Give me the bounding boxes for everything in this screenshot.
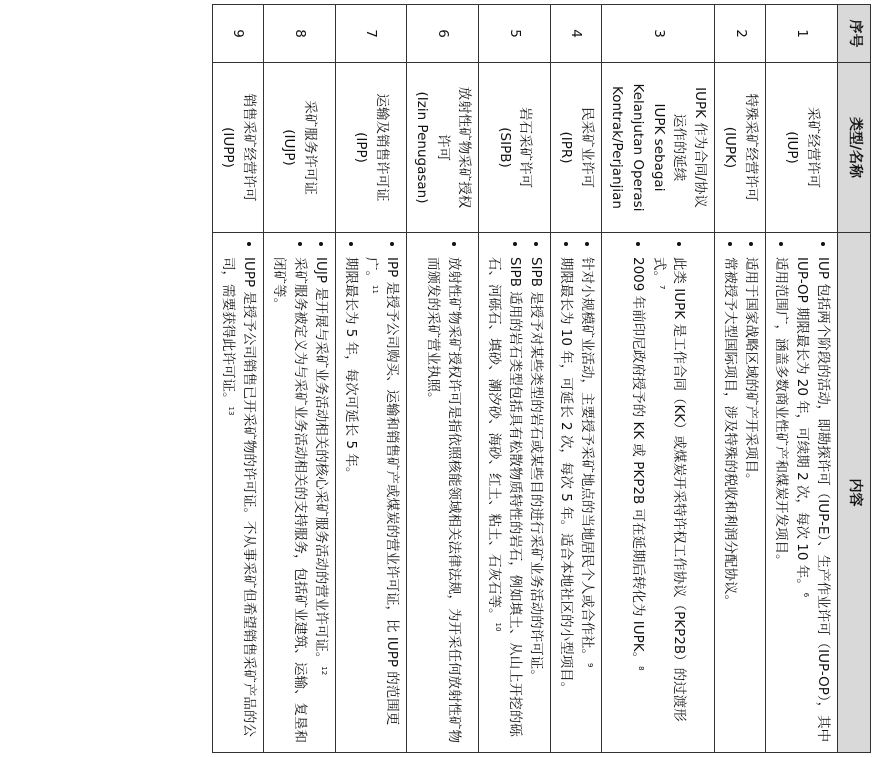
permit-type-line: 销售采矿经营许可 [240, 93, 257, 202]
footnote-ref: 7 [658, 285, 667, 290]
content-list [627, 239, 690, 744]
table-row [213, 5, 264, 753]
content-item [770, 257, 791, 744]
content-text: 放射性矿物采矿授权许可是指依照核能领域相关法律法规，为开采任何放射性矿物而颁发的采矿营业执照。 [424, 257, 462, 743]
permit-type [715, 63, 766, 233]
content-item [525, 257, 546, 744]
content-item [217, 257, 259, 744]
permit-type [335, 63, 407, 233]
permit-type-line: (IUJP) [281, 129, 298, 166]
content-item [422, 257, 464, 744]
permit-content [550, 233, 601, 753]
permit-type [766, 63, 838, 233]
content-item [340, 257, 361, 744]
row-number: 7 [335, 5, 407, 63]
footnote-ref: 13 [227, 406, 236, 416]
content-text: 适用范围广，涵盖多数商业性矿产和煤炭开发项目。 [773, 257, 790, 568]
footnote-ref: 12 [320, 666, 329, 676]
permit-content [766, 233, 838, 753]
permit-type-line: Kelanjutan Operasi [629, 83, 646, 212]
row-number: 2 [715, 5, 766, 63]
permit-content [335, 233, 407, 753]
table-row [601, 5, 715, 753]
permit-content [407, 233, 479, 753]
row-number: 5 [479, 5, 551, 63]
table-row [263, 5, 335, 753]
footnote-ref: 6 [801, 592, 810, 598]
permit-type-line: (IPR) [557, 131, 574, 164]
content-text: 此类 IUPK 是工作合同（KK）或煤炭开采特许权工作协议（PKP2B）的过渡形式。 [650, 257, 688, 722]
content-list [422, 239, 464, 744]
content-list [483, 239, 546, 744]
permit-type [601, 63, 715, 233]
content-list [555, 239, 597, 744]
content-item [648, 257, 690, 744]
permit-type-line: 放射性矿物采矿授权 [456, 86, 473, 209]
footnote-ref: 9 [586, 663, 595, 668]
permit-type [479, 63, 551, 233]
permit-type-line: 岩石采矿许可 [517, 107, 534, 188]
row-number: 1 [766, 5, 838, 63]
content-item [483, 257, 525, 744]
permit-type-line: 许可 [435, 134, 452, 161]
content-item [310, 257, 331, 744]
table-row [335, 5, 407, 753]
permit-type-line: IUPK 作为合同/协议 [692, 87, 709, 208]
content-item [740, 257, 761, 744]
header-type: 类型/名称 [838, 63, 871, 233]
row-number: 6 [407, 5, 479, 63]
permit-type-line: (IUP) [783, 131, 800, 164]
content-item [576, 257, 597, 744]
permit-type-line: (Izin Penugasan) [414, 91, 431, 204]
permit-type-line: (SIPB) [496, 127, 513, 168]
content-list [217, 239, 259, 744]
footnote-ref: 10 [493, 622, 502, 632]
permit-type-line: 特殊采矿经营许可 [743, 93, 760, 202]
footnote-ref: 8 [637, 666, 646, 671]
permit-type [407, 63, 479, 233]
content-item [791, 257, 833, 744]
content-list [340, 239, 403, 744]
content-text: IUJP 是开展与采矿业务活动相关的核心采矿服务活动的营业许可证。 [312, 257, 329, 666]
content-text: 期限最长为 5 年，每次可延长 5 年。 [342, 257, 359, 481]
content-text: SIPB 是授予对某些类型的岩石或某些目的进行采矿业务活动的许可证。 [527, 257, 544, 683]
permit-content [715, 233, 766, 753]
permit-type-line: 采矿经营许可 [804, 107, 821, 188]
table-row [766, 5, 838, 753]
permit-content [263, 233, 335, 753]
permit-content [601, 233, 715, 753]
footnote-ref: 11 [370, 285, 379, 294]
header-content: 内容 [838, 233, 871, 753]
content-text: 适用于国家战略区域的矿产开采项目。 [743, 257, 760, 487]
content-item [268, 257, 310, 744]
mining-permit-table [212, 4, 871, 753]
content-text: 2009 年前印尼政府授予的 KK 或 PKP2B 可在延期后转化为 IUPK。 [629, 257, 646, 666]
permit-type-line: 采矿服务许可证 [302, 100, 319, 195]
permit-type-line: Kontrak/Perjanjian [608, 86, 625, 209]
permit-type-line: IUPK sebagai [650, 103, 667, 192]
row-number: 4 [550, 5, 601, 63]
content-item [361, 257, 403, 744]
permit-type-line: 运输及销售许可证 [373, 93, 390, 202]
table-row [550, 5, 601, 753]
permit-type-line: 运作的延续 [671, 113, 688, 182]
row-number: 9 [213, 5, 264, 63]
table-row [407, 5, 479, 753]
row-number: 3 [601, 5, 715, 63]
content-list [268, 239, 331, 744]
permit-content [479, 233, 551, 753]
header-number: 序号 [838, 5, 871, 63]
content-text: IPP 是授予公司购买、运输和销售矿产或煤炭的营业许可证，比 IUPP 的范围更广。 [363, 257, 401, 726]
content-item [627, 257, 648, 744]
content-list [770, 239, 833, 744]
table-row [479, 5, 551, 753]
table-body [213, 5, 838, 753]
permit-type [213, 63, 264, 233]
row-number: 8 [263, 5, 335, 63]
permit-type-line: (IUPK) [722, 126, 739, 169]
table-row [715, 5, 766, 753]
content-text: 期限最长为 10 年，可延长 2 次，每次 5 年。适合本地社区的小型项目。 [557, 257, 574, 696]
content-list [719, 239, 761, 744]
content-item [719, 257, 740, 744]
permit-type-line: 民采矿业许可 [578, 107, 595, 188]
permit-type-line: (IPP) [353, 132, 370, 163]
content-text: 常被授予大型国际项目，涉及特殊的税收和利润分配协议。 [722, 257, 739, 608]
content-text: IUP 包括两个阶段的活动，即勘探许可（IUP-E）、生产作业许可（IUP-OP），其中 IUP-OP 期限最长为 20 年，可续期 2 次，每次 10 年。 [794, 257, 831, 743]
content-text: SIPB 适用的岩石类型包括具有松散物质特性的岩石，例如填土、从山上开挖的砾石、河砾石、填砂、潮汐砂、海砂、红土、粘土、石灰石等。 [486, 257, 524, 737]
permit-type [550, 63, 601, 233]
content-text: 采矿服务被定义为与采矿业务活动相关的支持服务，包括矿业建筑、运输、复垦和闭矿等。 [270, 257, 308, 743]
content-text: IUPP 是授予公司销售已开采矿物的许可证。不从事采矿但希望销售采矿产品的公司，需要获得此许可证。 [219, 257, 257, 737]
permit-type-line: (IUPP) [219, 127, 236, 168]
content-item [555, 257, 576, 744]
permit-content [213, 233, 264, 753]
permit-type [263, 63, 335, 233]
content-text: 针对小规模矿业活动，主要授予采矿地点的当地居民个人或合作社。 [578, 257, 595, 662]
table-header-row [838, 5, 871, 753]
